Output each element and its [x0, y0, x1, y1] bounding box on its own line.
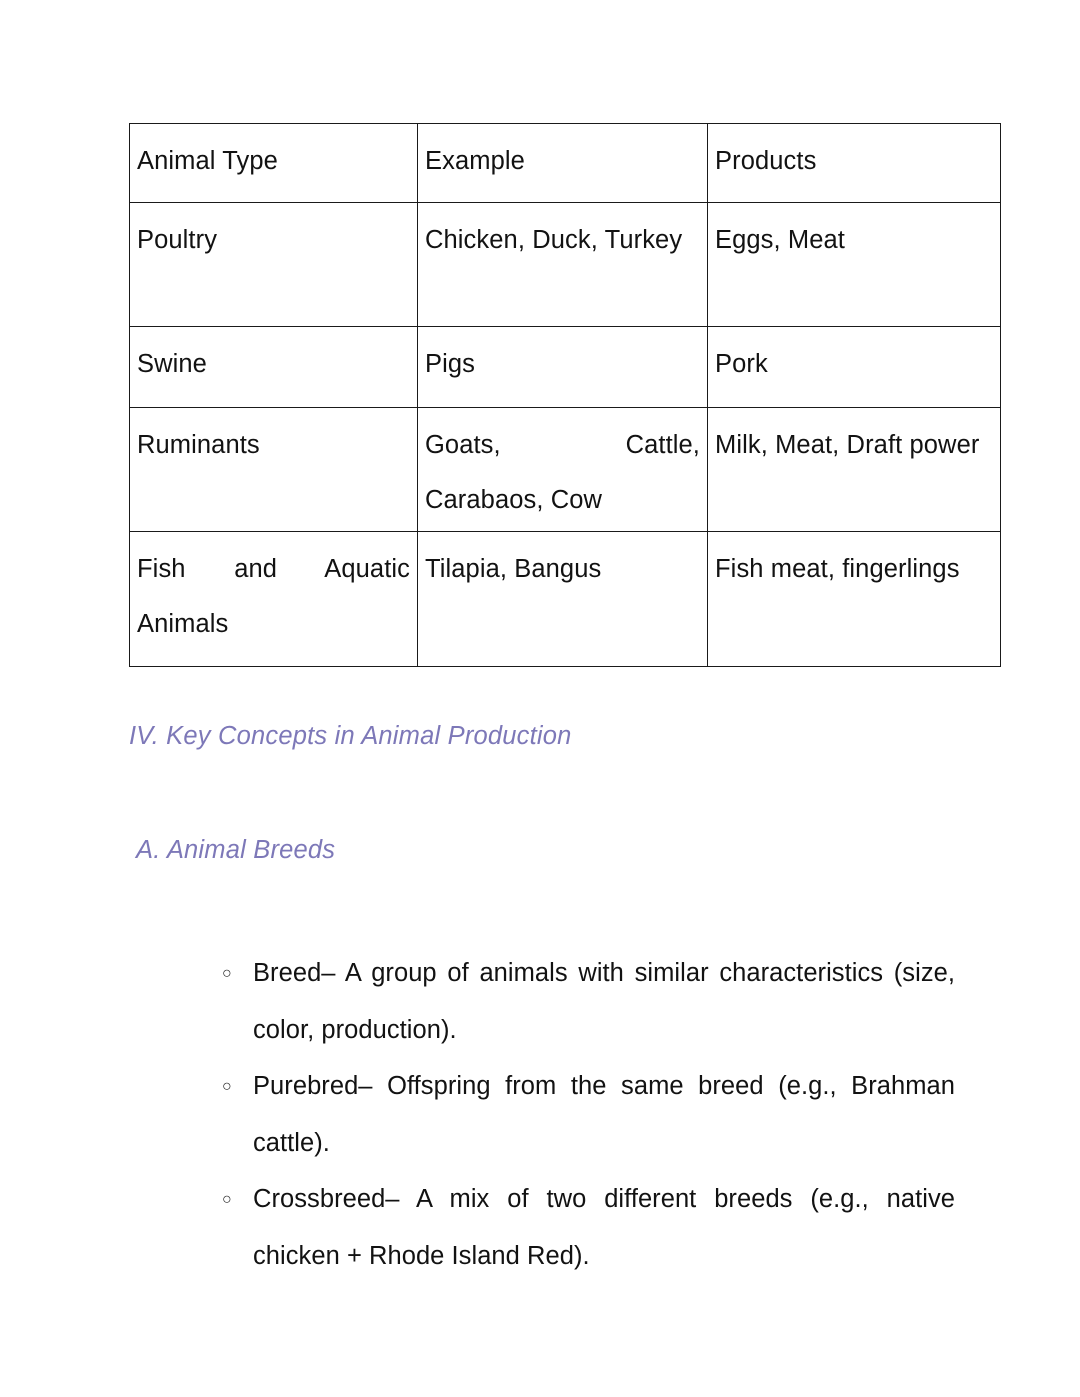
table-header-row	[130, 124, 1001, 203]
list-item	[222, 1171, 955, 1284]
list-item	[222, 1058, 955, 1171]
list-item-text: Breed– A group of animals with similar characteristics (size, color, production).	[253, 959, 955, 1044]
table-row	[130, 327, 1001, 408]
cell-products: Pork	[708, 327, 1001, 408]
cell-example: Goats, Cattle, Carabaos, Cow	[418, 408, 708, 532]
cell-products: Eggs, Meat	[708, 203, 1001, 327]
cell-products: Milk, Meat, Draft power	[708, 408, 1001, 532]
table-row	[130, 532, 1001, 667]
table-row	[130, 203, 1001, 327]
list-item	[222, 945, 955, 1058]
table-row	[130, 408, 1001, 532]
cell-example: Tilapia, Bangus	[418, 532, 708, 667]
section-heading: IV. Key Concepts in Animal Production	[129, 722, 572, 750]
table-header-animal-type: Animal Type	[130, 124, 418, 203]
cell-example: Chicken, Duck, Turkey	[418, 203, 708, 327]
animal-production-table	[129, 123, 1001, 667]
table-header-products: Products	[708, 124, 1001, 203]
circle-bullet-icon: ○	[222, 1191, 232, 1208]
circle-bullet-icon: ○	[222, 965, 232, 982]
cell-example: Pigs	[418, 327, 708, 408]
key-concepts-list	[222, 945, 955, 1284]
cell-animal-type: Fish and Aquatic Animals	[130, 532, 418, 667]
list-item-text: Crossbreed– A mix of two different breeds (e.g., native chicken + Rhode Island Red).	[253, 1185, 955, 1270]
cell-animal-type: Swine	[130, 327, 418, 408]
subsection-heading: A. Animal Breeds	[136, 836, 336, 864]
circle-bullet-icon: ○	[222, 1078, 232, 1095]
cell-products: Fish meat, fingerlings	[708, 532, 1001, 667]
cell-animal-type: Ruminants	[130, 408, 418, 532]
cell-animal-type: Poultry	[130, 203, 418, 327]
list-item-text: Purebred– Offspring from the same breed (e.g., Brahman cattle).	[253, 1072, 955, 1157]
table-header-example: Example	[418, 124, 708, 203]
